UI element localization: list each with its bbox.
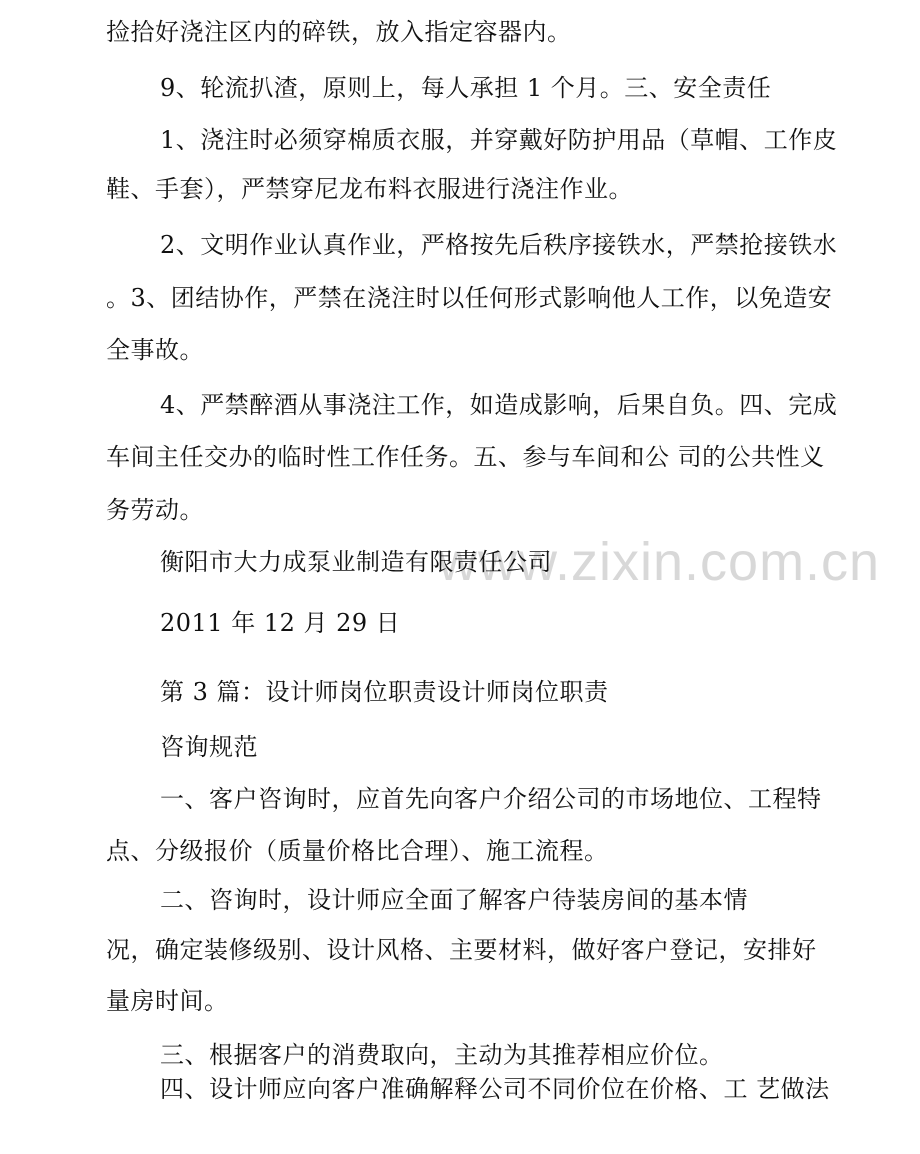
- text-line: 9、轮流扒渣，原则上，每人承担 1 个月。三、安全责任: [160, 74, 772, 102]
- text-line: 1、浇注时必须穿棉质衣服，并穿戴好防护用品（草帽、工作皮: [160, 126, 838, 154]
- text-line: 务劳动。: [106, 496, 204, 524]
- text-line: 鞋、手套），严禁穿尼龙布料衣服进行浇注作业。: [106, 175, 633, 203]
- text-line: 车间主任交办的临时性工作任务。五、参与车间和公 司的公共性义: [106, 443, 825, 471]
- text-line: 点、分级报价（质量价格比合理）、施工流程。: [106, 837, 609, 865]
- text-line: 况，确定装修级别、设计风格、主要材料，做好客户登记，安排好: [106, 936, 817, 964]
- text-line: 捡拾好浇注区内的碎铁，放入指定容器内。: [106, 18, 572, 46]
- company-name: 衡阳市大力成泵业制造有限责任公司: [160, 548, 552, 576]
- text-line: 四、设计师应向客户准确解释公司不同价位在价格、工 艺做法: [160, 1075, 830, 1103]
- text-line: 全事故。: [106, 336, 204, 364]
- text-line: 一、客户咨询时，应首先向客户介绍公司的市场地位、工程特: [160, 785, 822, 813]
- text-line: 4、严禁醉酒从事浇注工作，如造成影响，后果自负。四、完成: [160, 391, 838, 419]
- document-date: 2011 年 12 月 29 日: [160, 609, 401, 637]
- text-line: 。3、团结协作，严禁在浇注时以任何形式影响他人工作，以免造安: [106, 284, 833, 312]
- text-line: 量房时间。: [106, 987, 229, 1015]
- section-heading: 咨询规范: [160, 733, 258, 761]
- text-line: 三、根据客户的消费取向，主动为其推荐相应价位。: [160, 1041, 724, 1069]
- watermark: www.zixin.com.cn: [438, 532, 881, 592]
- text-line: 二、咨询时，设计师应全面了解客户待装房间的基本情: [160, 886, 748, 914]
- text-line: 2、文明作业认真作业，严格按先后秩序接铁水，严禁抢接铁水: [160, 231, 838, 259]
- section-title: 第 3 篇：设计师岗位职责设计师岗位职责: [160, 678, 609, 706]
